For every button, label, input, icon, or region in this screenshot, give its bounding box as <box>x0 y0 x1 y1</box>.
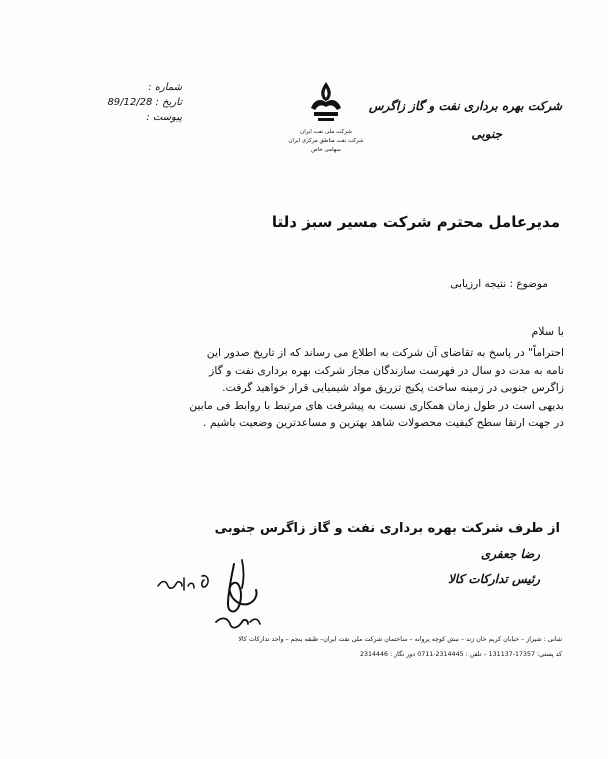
handwritten-signature <box>198 552 288 642</box>
footer-address: شانی : شیراز – خیابان کریم خان زند – نبش کوچه پروانه – ساختمان شرکت ملی نفت ایران– طبقه پنجم – واحد تدارکات کالا <box>238 636 562 643</box>
logo-line: شرکت نفت مناطق مرکزی ایران <box>288 138 364 144</box>
company-name-line1: شرکت بهره برداری نفت و گاز زاگرس <box>368 99 562 113</box>
logo-line: شرکت ملی نفت ایران <box>300 129 352 135</box>
letter-body <box>94 344 564 432</box>
logo-caption <box>266 128 386 155</box>
recipient: مدیرعامل محترم شرکت مسیر سبز دلتا <box>271 213 560 231</box>
body-line: احتراماً" در پاسخ به تقاضای آن شرکت به اطلاع می رساند که از تاریخ صدور این <box>206 346 564 359</box>
signature-org: از طرف شرکت بهره برداری نفت و گاز زاگرس جنوبی <box>214 521 560 536</box>
nioc-emblem-icon <box>304 80 348 124</box>
salutation: با سلام <box>531 325 564 338</box>
date-row <box>92 95 182 110</box>
date-value: 89/12/28 <box>107 97 153 108</box>
attachment-label: پیوست : <box>146 112 182 123</box>
handwritten-initials <box>156 574 196 594</box>
letter-meta <box>92 80 182 125</box>
subject: موضوع : نتیجه ارزیابی <box>450 278 548 290</box>
body-line: بدیهی است در طول زمان همکاری نسبت به پیشرفت های مرتبط با روابط فی مابین <box>189 398 564 412</box>
body-line: نامه به مدت دو سال در فهرست سازندگان مجاز شرکت بهره برداری نفت و گاز <box>209 363 564 377</box>
company-name <box>369 92 562 148</box>
footer-contacts: کد پستی: 17357-131137 – تلفن : 2314445-0711 دور نگار : 2314446 <box>359 651 562 658</box>
number-label: شماره : <box>148 82 182 93</box>
nioc-logo <box>266 80 386 155</box>
body-line: در جهت ارتقا سطح کیفیت محصولات شاهد بهترین و مساعدترین وضعیت باشیم . <box>202 416 564 429</box>
date-label: تاریخ : <box>155 97 182 108</box>
signatory-title: رئیس تدارکات کالا <box>447 572 540 586</box>
body-line: زاگرس جنوبی در زمینه ساخت پکیج تزریق مواد شیمیایی قرار خواهید گرفت. <box>222 381 564 394</box>
logo-line: سهامی خاص <box>311 147 341 153</box>
signatory-name: رضا جعفری <box>480 547 540 561</box>
company-name-line2: جنوبی <box>471 127 502 141</box>
